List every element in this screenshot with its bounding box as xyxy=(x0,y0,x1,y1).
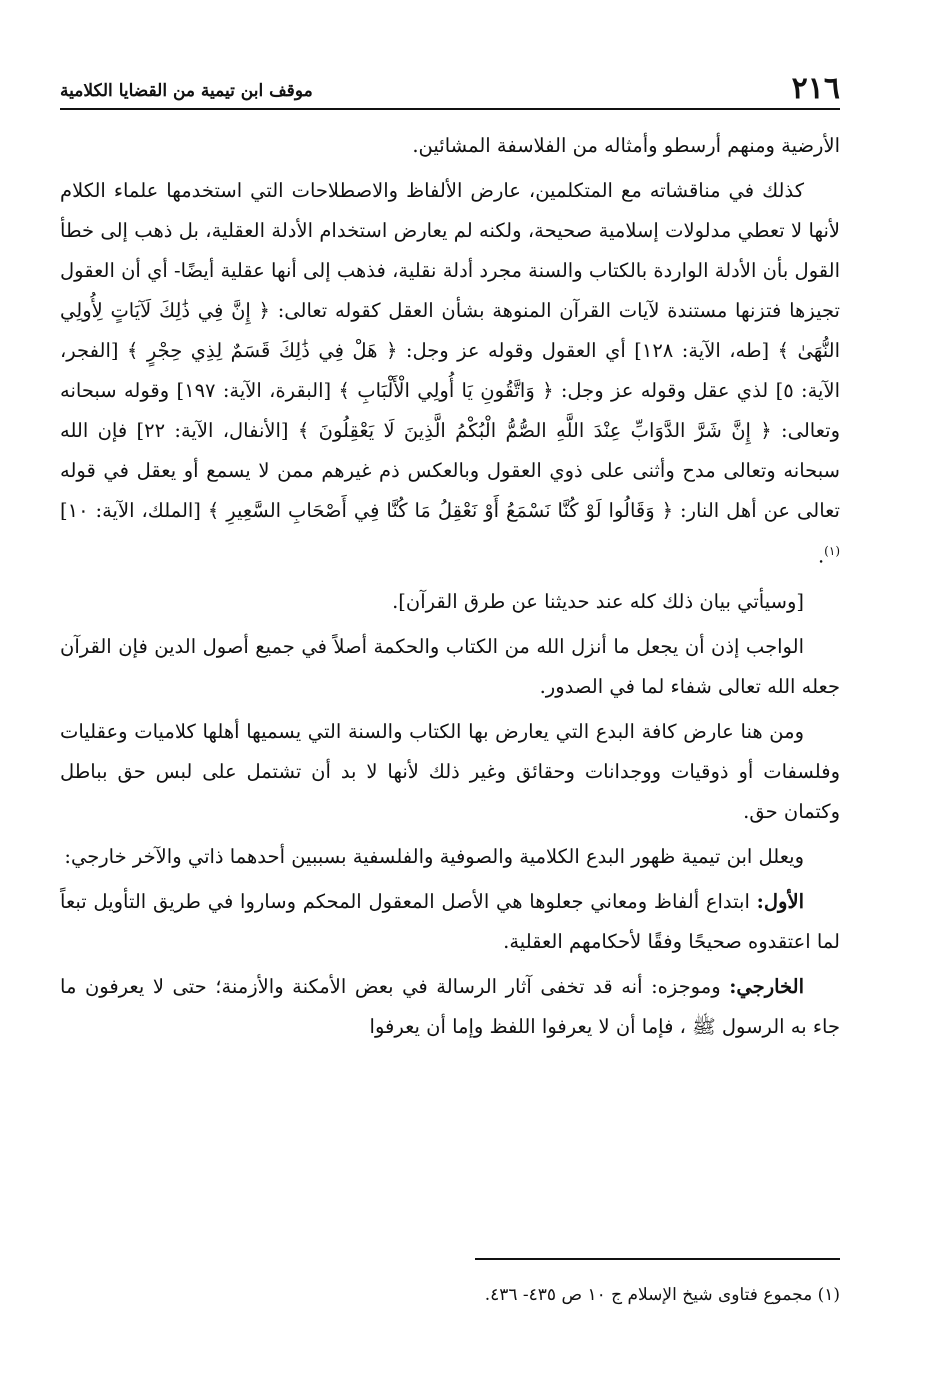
page-number: ٢١٦ xyxy=(791,71,840,106)
paragraph xyxy=(60,837,840,877)
footnote: (١) مجموع فتاوى شيخ الإسلام ج ١٠ ص ٤٣٥- ٤٣٦. xyxy=(484,1285,840,1305)
page-header xyxy=(60,58,840,108)
paragraph-text: ويعلل ابن تيمية ظهور البدع الكلامية والصوفية والفلسفية بسببين أحدهما ذاتي والآخر خارجي: xyxy=(64,844,804,868)
paragraph-lead: الأول: xyxy=(756,889,804,913)
running-title: موقف ابن تيمية من القضايا الكلامية xyxy=(60,81,313,101)
paragraph xyxy=(60,882,840,962)
main-text xyxy=(60,126,840,1047)
book-page xyxy=(60,58,840,1348)
paragraph-text: [وسيأتي بيان ذلك كله عند حديثنا عن طرق القرآن]. xyxy=(392,589,804,613)
paragraph-text: وموجزه: أنه قد تخفى آثار الرسالة في بعض الأمكنة والأزمنة؛ حتى لا يعرفون ما جاء به الرسول ﷺ ، فإما أن لا يعرفوا اللفظ وإما أن يعرفوا xyxy=(60,974,840,1038)
paragraph-lead: الخارجي: xyxy=(729,974,804,998)
header-rule xyxy=(60,108,840,110)
paragraph-text: الواجب إذن أن يجعل ما أنزل الله من الكتاب والحكمة أصلاً في جميع أصول الدين فإن القرآن جعله الله تعالى شفاء لما في الصدور. xyxy=(60,634,840,698)
paragraph xyxy=(60,712,840,832)
paragraph-text: ومن هنا عارض كافة البدع التي يعارض بها الكتاب والسنة التي يسميها أهلها كلاميات وعقليات وفلسفات أو ذوقيات ووجدانات وحقائق وغير ذلك لأنها لا بد أن تشتمل على لبس حق بباطل وكتمان حق. xyxy=(60,719,840,823)
footnote-ref: (١) xyxy=(824,544,840,558)
paragraph xyxy=(60,627,840,707)
paragraph-text: ابتداع ألفاظ ومعاني جعلوها هي الأصل المعقول المحكم وساروا في طريق التأويل تبعاً لما اعتقدوه صحيحًا وفقًا لأحكامهم العقلية. xyxy=(60,889,840,953)
paragraph xyxy=(60,967,840,1047)
paragraph-end: . xyxy=(817,544,825,568)
footnote-rule xyxy=(475,1258,840,1260)
paragraph xyxy=(60,171,840,577)
paragraph-text: الأرضية ومنهم أرسطو وأمثاله من الفلاسفة المشائين. xyxy=(412,134,840,157)
paragraph xyxy=(60,126,840,166)
paragraph xyxy=(60,582,840,622)
paragraph-text: كذلك في مناقشاته مع المتكلمين، عارض الألفاظ والاصطلاحات التي استخدمها علماء الكلام لأنها لا تعطي مدلولات إسلامية صحيحة، ولكنه لم يعارض استخدام الأدلة العقلية، بل ذهب إلى خطأ القول بأن الأدلة الواردة بالكتاب والسنة مجرد أدلة نقلية، فذهب إلى أنها عقلية أيضًا- أي أن العقول تجيزها فتزنها مستندة لآيات القرآن المنوهة بشأن العقل كقوله تعالى: ﴿ إِنَّ فِي ذَٰلِكَ لَآيَاتٍ لِأُولِي النُّهَىٰ ﴾ [طه، الآية: ١٢٨] أي العقول وقوله عز وجل: ﴿ هَلْ فِي ذَٰلِكَ قَسَمٌ لِذِي حِجْرٍ ﴾ [الفجر، الآية: ٥] لذي عقل وقوله عز وجل: ﴿ وَاتَّقُونِ يَا أُولِي الْأَلْبَابِ ﴾ [البقرة، الآية: ١٩٧] وقوله سبحانه وتعالى: ﴿ إِنَّ شَرَّ الدَّوَابِّ عِنْدَ اللَّهِ الصُّمُّ الْبُكْمُ الَّذِينَ لَا يَعْقِلُونَ ﴾ [الأنفال، الآية: ٢٢] فإن الله سبحانه وتعالى مدح وأثنى على ذوي العقول وبالعكس ذم غيرهم ممن لا يسمع أو يعقل في قوله تعالى عن أهل النار: ﴿ وَقَالُوا لَوْ كُنَّا نَسْمَعُ أَوْ نَعْقِلُ مَا كُنَّا فِي أَصْحَابِ السَّعِيرِ ﴾ [الملك، الآية: ١٠] xyxy=(60,179,840,522)
